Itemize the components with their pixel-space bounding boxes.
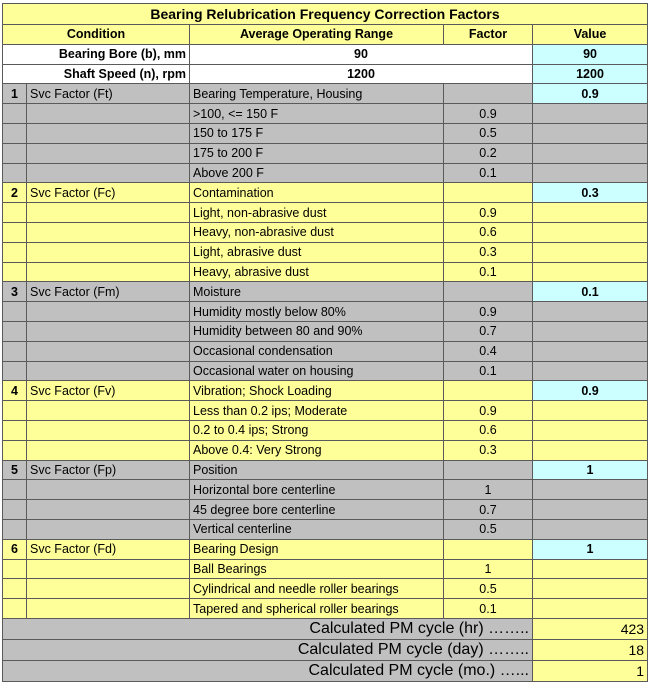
option-value-blank bbox=[533, 104, 648, 124]
header-condition: Condition bbox=[3, 25, 190, 45]
speed-label: Shaft Speed (n), rpm bbox=[3, 64, 190, 84]
option-num-blank bbox=[3, 302, 27, 322]
option-cond-blank bbox=[27, 500, 190, 520]
header-row bbox=[3, 25, 648, 45]
option-row bbox=[3, 440, 648, 460]
option-range: 150 to 175 F bbox=[190, 123, 444, 143]
group-number: 2 bbox=[3, 183, 27, 203]
group-title: Moisture bbox=[190, 282, 444, 302]
option-factor: 0.3 bbox=[444, 440, 533, 460]
option-factor: 0.9 bbox=[444, 401, 533, 421]
option-value-blank bbox=[533, 519, 648, 539]
option-value-blank bbox=[533, 420, 648, 440]
option-row bbox=[3, 302, 648, 322]
option-cond-blank bbox=[27, 321, 190, 341]
option-range: 175 to 200 F bbox=[190, 143, 444, 163]
option-range: Light, abrasive dust bbox=[190, 242, 444, 262]
option-factor: 0.7 bbox=[444, 500, 533, 520]
group-header-row bbox=[3, 84, 648, 104]
option-cond-blank bbox=[27, 361, 190, 381]
option-row bbox=[3, 579, 648, 599]
option-range: Humidity mostly below 80% bbox=[190, 302, 444, 322]
option-cond-blank bbox=[27, 242, 190, 262]
option-num-blank bbox=[3, 420, 27, 440]
group-value-input[interactable]: 0.9 bbox=[533, 381, 648, 401]
option-value-blank bbox=[533, 163, 648, 183]
option-value-blank bbox=[533, 440, 648, 460]
group-factor-name: Svc Factor (Fm) bbox=[27, 282, 190, 302]
option-factor: 0.6 bbox=[444, 222, 533, 242]
option-factor: 0.3 bbox=[444, 242, 533, 262]
option-num-blank bbox=[3, 123, 27, 143]
option-range: 45 degree bore centerline bbox=[190, 500, 444, 520]
calc-label: Calculated PM cycle (mo.) …... bbox=[3, 660, 533, 681]
header-range: Average Operating Range bbox=[190, 25, 444, 45]
option-range: Above 200 F bbox=[190, 163, 444, 183]
bore-value-input[interactable]: 90 bbox=[533, 44, 648, 64]
option-cond-blank bbox=[27, 163, 190, 183]
option-cond-blank bbox=[27, 302, 190, 322]
table-body bbox=[3, 4, 648, 682]
option-row bbox=[3, 599, 648, 619]
option-value-blank bbox=[533, 341, 648, 361]
option-range: Less than 0.2 ips; Moderate bbox=[190, 401, 444, 421]
option-factor: 1 bbox=[444, 480, 533, 500]
group-title: Vibration; Shock Loading bbox=[190, 381, 444, 401]
group-factor-blank bbox=[444, 183, 533, 203]
option-cond-blank bbox=[27, 203, 190, 223]
option-cond-blank bbox=[27, 341, 190, 361]
option-range: Above 0.4: Very Strong bbox=[190, 440, 444, 460]
option-range: Heavy, abrasive dust bbox=[190, 262, 444, 282]
group-factor-name: Svc Factor (Fp) bbox=[27, 460, 190, 480]
group-header-row bbox=[3, 183, 648, 203]
option-range: Vertical centerline bbox=[190, 519, 444, 539]
option-value-blank bbox=[533, 579, 648, 599]
option-factor: 0.5 bbox=[444, 519, 533, 539]
speed-value-input[interactable]: 1200 bbox=[533, 64, 648, 84]
group-header-row bbox=[3, 282, 648, 302]
bore-label: Bearing Bore (b), mm bbox=[3, 44, 190, 64]
group-number: 3 bbox=[3, 282, 27, 302]
option-row bbox=[3, 519, 648, 539]
option-factor: 0.9 bbox=[444, 104, 533, 124]
option-factor: 0.1 bbox=[444, 361, 533, 381]
group-number: 4 bbox=[3, 381, 27, 401]
option-num-blank bbox=[3, 559, 27, 579]
group-header-row bbox=[3, 381, 648, 401]
option-num-blank bbox=[3, 440, 27, 460]
relubrication-table bbox=[2, 3, 648, 682]
option-row bbox=[3, 500, 648, 520]
option-cond-blank bbox=[27, 579, 190, 599]
option-num-blank bbox=[3, 401, 27, 421]
option-cond-blank bbox=[27, 440, 190, 460]
option-range: Tapered and spherical roller bearings bbox=[190, 599, 444, 619]
group-value-input[interactable]: 0.3 bbox=[533, 183, 648, 203]
option-cond-blank bbox=[27, 519, 190, 539]
group-value-input[interactable]: 1 bbox=[533, 460, 648, 480]
calc-value: 18 bbox=[533, 639, 648, 660]
option-row bbox=[3, 163, 648, 183]
option-cond-blank bbox=[27, 104, 190, 124]
option-num-blank bbox=[3, 341, 27, 361]
option-row bbox=[3, 361, 648, 381]
group-number: 1 bbox=[3, 84, 27, 104]
option-factor: 0.9 bbox=[444, 302, 533, 322]
option-factor: 0.4 bbox=[444, 341, 533, 361]
group-number: 5 bbox=[3, 460, 27, 480]
option-num-blank bbox=[3, 163, 27, 183]
option-num-blank bbox=[3, 222, 27, 242]
option-value-blank bbox=[533, 599, 648, 619]
option-value-blank bbox=[533, 143, 648, 163]
option-value-blank bbox=[533, 559, 648, 579]
option-factor: 0.5 bbox=[444, 579, 533, 599]
option-value-blank bbox=[533, 123, 648, 143]
option-factor: 0.6 bbox=[444, 420, 533, 440]
option-cond-blank bbox=[27, 123, 190, 143]
option-cond-blank bbox=[27, 480, 190, 500]
option-value-blank bbox=[533, 302, 648, 322]
option-range: Humidity between 80 and 90% bbox=[190, 321, 444, 341]
group-factor-blank bbox=[444, 282, 533, 302]
option-factor: 0.9 bbox=[444, 203, 533, 223]
calc-value: 1 bbox=[533, 660, 648, 681]
option-factor: 0.7 bbox=[444, 321, 533, 341]
option-factor: 0.5 bbox=[444, 123, 533, 143]
speed-range: 1200 bbox=[190, 64, 533, 84]
option-row bbox=[3, 242, 648, 262]
option-num-blank bbox=[3, 321, 27, 341]
option-row bbox=[3, 480, 648, 500]
option-num-blank bbox=[3, 480, 27, 500]
calc-label: Calculated PM cycle (day) …….. bbox=[3, 639, 533, 660]
option-row bbox=[3, 203, 648, 223]
option-range: 0.2 to 0.4 ips; Strong bbox=[190, 420, 444, 440]
option-range: Light, non-abrasive dust bbox=[190, 203, 444, 223]
title-row bbox=[3, 4, 648, 25]
option-range: Ball Bearings bbox=[190, 559, 444, 579]
group-number: 6 bbox=[3, 539, 27, 559]
calc-row bbox=[3, 660, 648, 681]
group-factor-blank bbox=[444, 381, 533, 401]
option-cond-blank bbox=[27, 599, 190, 619]
option-range: >100, <= 150 F bbox=[190, 104, 444, 124]
group-title: Position bbox=[190, 460, 444, 480]
group-title: Contamination bbox=[190, 183, 444, 203]
option-value-blank bbox=[533, 321, 648, 341]
option-row bbox=[3, 104, 648, 124]
bore-range: 90 bbox=[190, 44, 533, 64]
option-value-blank bbox=[533, 401, 648, 421]
option-value-blank bbox=[533, 480, 648, 500]
calc-label: Calculated PM cycle (hr) …….. bbox=[3, 618, 533, 639]
option-range: Cylindrical and needle roller bearings bbox=[190, 579, 444, 599]
option-row bbox=[3, 420, 648, 440]
option-cond-blank bbox=[27, 559, 190, 579]
option-row bbox=[3, 401, 648, 421]
option-num-blank bbox=[3, 203, 27, 223]
option-factor: 0.1 bbox=[444, 163, 533, 183]
input-row-bore bbox=[3, 44, 648, 64]
group-factor-name: Svc Factor (Ft) bbox=[27, 84, 190, 104]
group-factor-blank bbox=[444, 84, 533, 104]
group-header-row bbox=[3, 460, 648, 480]
input-row-speed bbox=[3, 64, 648, 84]
table-title: Bearing Relubrication Frequency Correction Factors bbox=[3, 4, 648, 25]
option-range: Heavy, non-abrasive dust bbox=[190, 222, 444, 242]
option-row bbox=[3, 559, 648, 579]
option-num-blank bbox=[3, 500, 27, 520]
group-factor-name: Svc Factor (Fd) bbox=[27, 539, 190, 559]
option-factor: 0.2 bbox=[444, 143, 533, 163]
option-factor: 0.1 bbox=[444, 262, 533, 282]
option-range: Occasional water on housing bbox=[190, 361, 444, 381]
group-title: Bearing Design bbox=[190, 539, 444, 559]
group-factor-blank bbox=[444, 539, 533, 559]
option-cond-blank bbox=[27, 401, 190, 421]
option-row bbox=[3, 262, 648, 282]
option-range: Occasional condensation bbox=[190, 341, 444, 361]
option-cond-blank bbox=[27, 262, 190, 282]
option-num-blank bbox=[3, 143, 27, 163]
option-num-blank bbox=[3, 519, 27, 539]
calc-row bbox=[3, 639, 648, 660]
option-cond-blank bbox=[27, 143, 190, 163]
option-factor: 1 bbox=[444, 559, 533, 579]
option-factor: 0.1 bbox=[444, 599, 533, 619]
option-cond-blank bbox=[27, 222, 190, 242]
option-num-blank bbox=[3, 579, 27, 599]
option-range: Horizontal bore centerline bbox=[190, 480, 444, 500]
calc-value: 423 bbox=[533, 618, 648, 639]
option-value-blank bbox=[533, 262, 648, 282]
group-value-input[interactable]: 0.1 bbox=[533, 282, 648, 302]
option-value-blank bbox=[533, 500, 648, 520]
option-row bbox=[3, 321, 648, 341]
group-value-input[interactable]: 1 bbox=[533, 539, 648, 559]
option-cond-blank bbox=[27, 420, 190, 440]
group-factor-blank bbox=[444, 460, 533, 480]
option-row bbox=[3, 143, 648, 163]
group-value-input[interactable]: 0.9 bbox=[533, 84, 648, 104]
group-factor-name: Svc Factor (Fc) bbox=[27, 183, 190, 203]
option-row bbox=[3, 222, 648, 242]
header-factor: Factor bbox=[444, 25, 533, 45]
option-num-blank bbox=[3, 104, 27, 124]
option-num-blank bbox=[3, 242, 27, 262]
group-header-row bbox=[3, 539, 648, 559]
option-num-blank bbox=[3, 361, 27, 381]
option-row bbox=[3, 341, 648, 361]
group-factor-name: Svc Factor (Fv) bbox=[27, 381, 190, 401]
option-num-blank bbox=[3, 599, 27, 619]
option-value-blank bbox=[533, 222, 648, 242]
option-row bbox=[3, 123, 648, 143]
calc-row bbox=[3, 618, 648, 639]
option-num-blank bbox=[3, 262, 27, 282]
option-value-blank bbox=[533, 361, 648, 381]
option-value-blank bbox=[533, 203, 648, 223]
header-value: Value bbox=[533, 25, 648, 45]
group-title: Bearing Temperature, Housing bbox=[190, 84, 444, 104]
option-value-blank bbox=[533, 242, 648, 262]
